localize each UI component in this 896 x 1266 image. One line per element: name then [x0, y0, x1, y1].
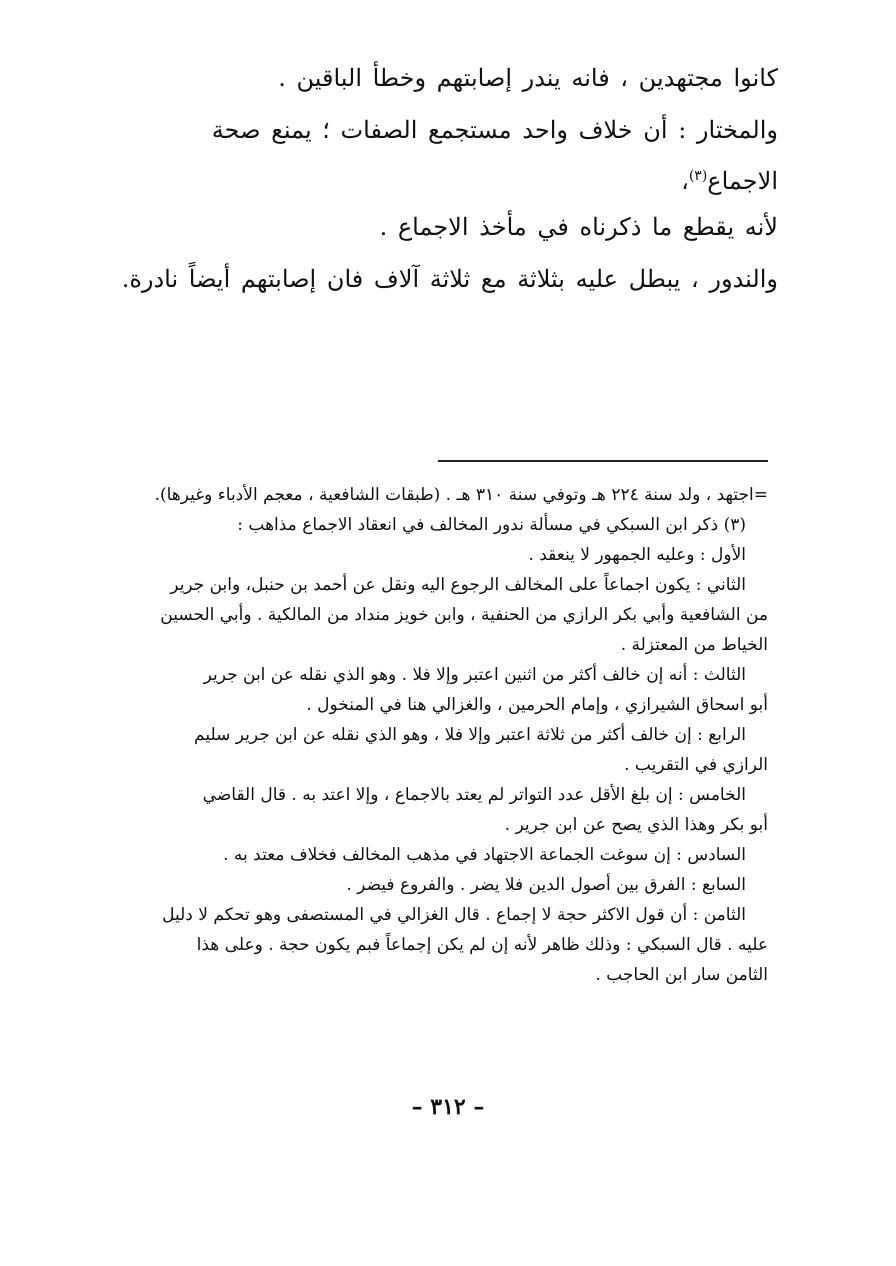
main-text — [118, 55, 778, 302]
footnote-line: السابع : الفرق بين أصول الدين فلا يضر . والفروع فيضر . — [346, 875, 746, 895]
footnote-line: السادس : إن سوغت الجماعة الاجتهاد في مذهب المخالف فخلاف معتد به . — [223, 845, 746, 865]
footnote-line: الرازي في التقريب . — [624, 755, 768, 775]
footnote-line: (٣) ذكر ابن السبكي في مسألة ندور المخالف في انعقاد الاجماع مذاهب : — [237, 515, 746, 535]
footnote-line: الثالث : أنه إن خالف أكثر من اثنين اعتبر وإلا فلا . وهو الذي نقله عن ابن جرير — [203, 665, 746, 685]
footnote-marker: (٣) — [688, 168, 708, 184]
footnote-line: الرابع : إن خالف أكثر من ثلاثة اعتبر وإلا فلا ، وهو الذي نقله عن ابن جرير سليم — [194, 725, 746, 745]
footnote-line: من الشافعية وأبي بكر الرازي من الحنفية ، وابن خويز منداد من المالكية . وأبي الحسين — [160, 605, 768, 625]
footnote-line: الثامن سار ابن الحاجب . — [595, 965, 768, 985]
footnotes — [118, 480, 768, 990]
main-line-3: لأنه يقطع ما ذكرناه في مأخذ الاجماع . — [379, 213, 778, 241]
footnote-line: الثامن : أن قول الاكثر حجة لا إجماع . قال الغزالي في المستصفى وهو تحكم لا دليل — [162, 905, 746, 925]
main-line-4: والندور ، يبطل عليه بثلاثة مع ثلاثة آلاف فان إصابتهم أيضاً نادرة. — [121, 265, 778, 293]
main-line-2: والمختار : أن خلاف واحد مستجمع الصفات ؛ يمنع صحة الاجماع$^{(٣)}$، — [211, 116, 778, 195]
footnote-line: عليه . قال السبكي : وذلك ظاهر لأنه إن لم يكن إجماعاً فبم يكون حجة . وعلى هذا — [196, 935, 768, 955]
footnote-divider — [438, 460, 768, 462]
footnote-line: الأول : وعليه الجمهور لا ينعقد . — [528, 545, 746, 565]
footnote-line: =اجتهد ، ولد سنة ٢٢٤ هـ وتوفي سنة ٣١٠ هـ . (طبقات الشافعية ، معجم الأدباء وغيرها). — [154, 485, 768, 505]
footnote-line: أبو اسحاق الشيرازي ، وإمام الحرمين ، والغزالي هنا في المنخول . — [306, 695, 768, 715]
main-line-2-text: والمختار : أن خلاف واحد مستجمع الصفات ؛ يمنع صحة الاجماع — [211, 116, 778, 195]
footnote-line: الثاني : يكون اجماعاً على المخالف الرجوع اليه ونقل عن أحمد بن حنبل، وابن جرير — [170, 575, 746, 595]
footnote-line: الخياط من المعتزلة . — [620, 635, 768, 655]
footnote-line: أبو بكر وهذا الذي يصح عن ابن جرير . — [504, 815, 768, 835]
main-line-1: كانوا مجتهدين ، فانه يندر إصابتهم وخطأ الباقين . — [278, 64, 778, 92]
footnote-line: الخامس : إن بلغ الأقل عدد التواتر لم يعتد بالاجماع ، وإلا اعتد به . قال القاضي — [202, 785, 746, 805]
page-number: – ٣١٢ – — [411, 1094, 485, 1120]
